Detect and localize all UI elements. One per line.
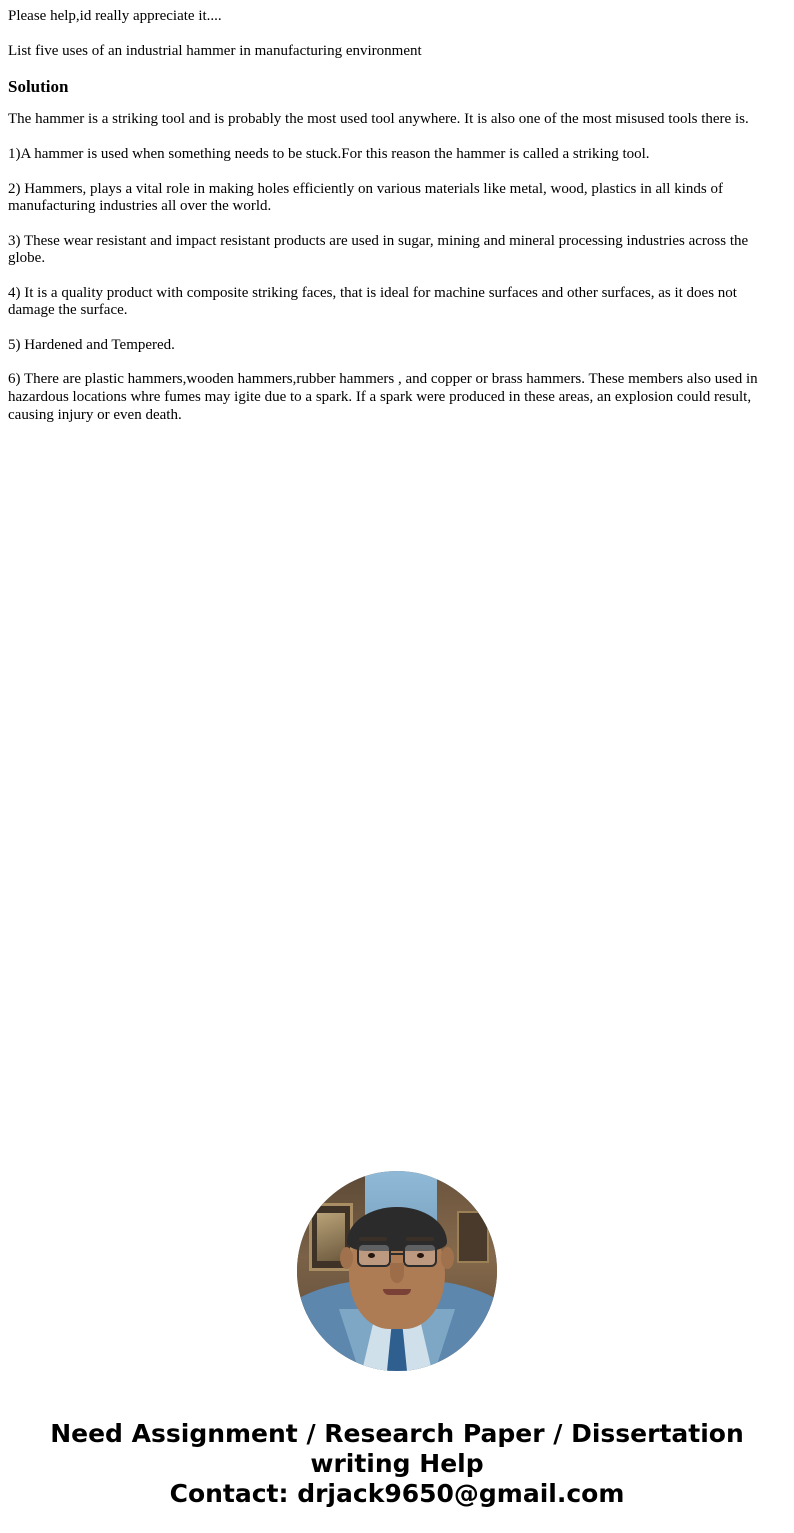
solution-paragraph-2: 1)A hammer is used when something needs to be stuck.For this reason the hammer is called a striking tool. xyxy=(8,146,650,163)
solution-paragraph-4: 3) These wear resistant and impact resistant products are used in sugar, mining and mineral processing industries across the globe. xyxy=(8,232,749,267)
avatar xyxy=(297,1171,497,1371)
photo-mouth xyxy=(383,1289,411,1295)
photo-eyebrow-right xyxy=(406,1237,434,1241)
solution-paragraph-5: 4) It is a quality product with composite striking faces, that is ideal for machine surfaces and other surfaces, as it does not damage the surface. xyxy=(8,284,737,319)
avatar-container xyxy=(0,1171,794,1371)
promo-line-1: Need Assignment / Research Paper / Dissertation writing Help xyxy=(50,1419,744,1479)
photo-nose xyxy=(390,1263,404,1283)
promo-line-2: Contact: drjack9650@gmail.com xyxy=(169,1479,625,1509)
photo-ear-right xyxy=(441,1247,454,1269)
photo-eyeglass-bridge xyxy=(391,1253,403,1255)
solution-paragraph-7: 6) There are plastic hammers,wooden hammers,rubber hammers , and copper or brass hammers. These members also used in hazardous locations whre fumes may igite due to a spark. If a spark were produced in these areas, an explosion could result, causing injury or even death. xyxy=(8,371,758,423)
photo-picture-frame-right xyxy=(457,1211,489,1263)
photo-eyebrow-left xyxy=(359,1237,387,1241)
question-text: List five uses of an industrial hammer in manufacturing environment xyxy=(8,42,422,59)
solution-heading: Solution xyxy=(8,77,69,97)
promo-banner xyxy=(0,1419,794,1533)
page-spacer xyxy=(0,441,794,1141)
solution-paragraph-3: 2) Hammers, plays a vital role in making holes efficiently on various materials like metal, wood, plastics in all kinds of manufacturing industries all over the world. xyxy=(8,180,723,215)
solution-paragraph-6: 5) Hardened and Tempered. xyxy=(8,336,175,353)
photo-ear-left xyxy=(340,1247,353,1269)
intro-text: Please help,id really appreciate it.... xyxy=(8,8,222,24)
solution-paragraph-1: The hammer is a striking tool and is probably the most used tool anywhere. It is also one of the most misused tools there is. xyxy=(8,111,749,128)
document-content xyxy=(0,0,794,424)
